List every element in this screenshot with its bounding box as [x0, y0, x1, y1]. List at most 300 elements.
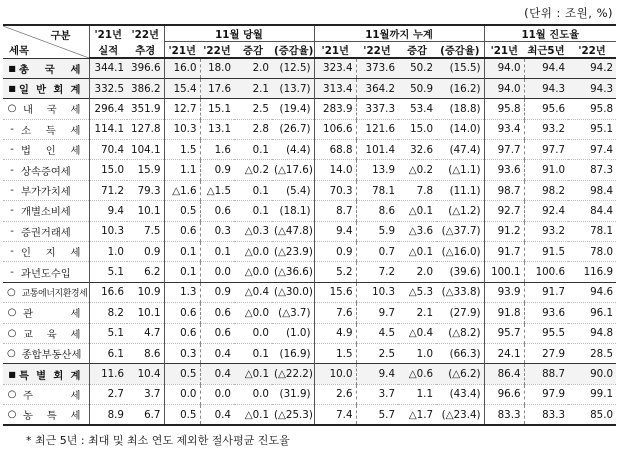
row-label-cell — [3, 180, 89, 200]
corner-header-cell — [3, 25, 89, 58]
cell-month-22: △1.5 — [200, 180, 234, 200]
row-name: 주 세 — [23, 389, 81, 402]
cell-month-rate: (△17.6) — [272, 160, 314, 180]
row-marker-icon: - — [10, 123, 14, 135]
row-name: 소 득 세 — [21, 124, 81, 137]
cell-cum-rate: (47.4) — [436, 140, 484, 160]
table-row — [3, 78, 616, 98]
cell-cum-21: 5.2 — [314, 262, 356, 282]
cell-cum-22: 5.7 — [356, 405, 398, 425]
cell-cum-22: 121.6 — [356, 119, 398, 139]
cell-month-21: 15.4 — [164, 78, 200, 98]
cell-prog-22: 85.0 — [568, 405, 616, 425]
row-name: 일 반 회 계 — [19, 84, 81, 97]
header-month-rate-text: 증감율 — [278, 45, 309, 57]
cell-prog-21: 24.1 — [484, 343, 524, 363]
cell-cum-21: 106.6 — [314, 119, 356, 139]
cell-month-rate: (16.9) — [272, 343, 314, 363]
row-label — [5, 407, 87, 422]
row-label-cell — [3, 160, 89, 180]
row-label-cell — [3, 262, 89, 282]
cell-cum-rate: (43.4) — [436, 384, 484, 404]
cell-prog-21: 91.8 — [484, 303, 524, 323]
cell-month-rate: (△36.6) — [272, 262, 314, 282]
table-row — [3, 242, 616, 262]
cell-month-22: 0.6 — [200, 323, 234, 343]
cell-prog-22: 95.8 — [568, 99, 616, 119]
cell-22-supp: 6.2 — [127, 262, 164, 282]
cell-month-21: 0.6 — [164, 303, 200, 323]
cell-month-rate: (26.7) — [272, 119, 314, 139]
cell-month-22: 0.4 — [200, 405, 234, 425]
cell-22-supp: 15.9 — [127, 160, 164, 180]
row-name: 특 별 회 계 — [19, 369, 81, 382]
cell-22-supp: 10.9 — [127, 282, 164, 302]
table-row — [3, 364, 616, 384]
table-row — [3, 160, 616, 180]
row-label — [5, 367, 87, 382]
corner-header-top: 구분 — [50, 30, 71, 42]
cell-21-actual: 1.0 — [89, 242, 127, 262]
cell-month-21: 0.1 — [164, 262, 200, 282]
cell-21-actual: 11.6 — [89, 364, 127, 384]
row-label-cell — [3, 384, 89, 404]
row-name: 교 육 세 — [23, 328, 81, 341]
row-marker-icon: ○ — [7, 103, 17, 115]
cell-prog-22: 78.1 — [568, 221, 616, 241]
cell-cum-22: 5.9 — [356, 221, 398, 241]
cell-prog-22: 98.4 — [568, 180, 616, 200]
cell-21-actual: 5.1 — [89, 262, 127, 282]
cell-prog-22: 96.1 — [568, 303, 616, 323]
cell-month-rate: (31.9) — [272, 384, 314, 404]
cell-21-actual: 8.9 — [89, 405, 127, 425]
cell-prog-recent5: 27.9 — [524, 343, 568, 363]
row-label — [5, 142, 87, 157]
cell-cum-22: 13.9 — [356, 160, 398, 180]
table-row — [3, 405, 616, 425]
row-name: 농 특 세 — [23, 410, 81, 423]
row-marker-icon: - — [10, 185, 14, 197]
cell-cum-rate: (14.0) — [436, 119, 484, 139]
header-cum-rate-text: 증감율 — [444, 45, 475, 57]
cell-month-22: 0.4 — [200, 364, 234, 384]
table-row — [3, 262, 616, 282]
cell-cum-21: 313.4 — [314, 78, 356, 98]
row-label — [5, 163, 87, 178]
row-name: 인 지 세 — [21, 247, 81, 260]
cell-month-22: 0.3 — [200, 221, 234, 241]
cell-month-diff: △0.0 — [234, 303, 272, 323]
cell-cum-diff: △0.4 — [398, 323, 436, 343]
table-row — [3, 384, 616, 404]
row-name: 총 국 세 — [19, 63, 81, 76]
row-label — [5, 122, 87, 137]
row-label-cell — [3, 343, 89, 363]
row-label-cell — [3, 303, 89, 323]
cell-prog-recent5: 95.5 — [524, 323, 568, 343]
cell-cum-21: 9.4 — [314, 221, 356, 241]
cell-month-diff: 0.0 — [234, 323, 272, 343]
cell-21-actual: 5.1 — [89, 323, 127, 343]
cell-month-22: 1.6 — [200, 140, 234, 160]
cell-month-21: 0.6 — [164, 323, 200, 343]
cell-month-diff: 2.8 — [234, 119, 272, 139]
cell-cum-21: 4.9 — [314, 323, 356, 343]
cell-month-rate: (△47.8) — [272, 221, 314, 241]
cell-month-diff: 2.5 — [234, 99, 272, 119]
cell-month-diff: △0.0 — [234, 242, 272, 262]
table-row — [3, 58, 616, 78]
cell-month-22: 0.0 — [200, 262, 234, 282]
cell-prog-21: 96.6 — [484, 384, 524, 404]
row-label — [5, 244, 87, 259]
header-21-sub: 실적 — [89, 42, 127, 59]
cell-prog-22: 94.2 — [568, 58, 616, 78]
header-group-progress: 11월 진도율 — [484, 25, 616, 42]
row-marker-icon: ○ — [7, 348, 16, 360]
cell-prog-21: 91.2 — [484, 221, 524, 241]
cell-cum-rate: (△23.4) — [436, 405, 484, 425]
row-name: 부가가치세 — [21, 186, 71, 199]
row-marker-icon: ■ — [8, 84, 16, 94]
cell-cum-21: 283.9 — [314, 99, 356, 119]
cell-cum-rate: (39.6) — [436, 262, 484, 282]
cell-month-22: 0.6 — [200, 303, 234, 323]
cell-month-rate: (13.7) — [272, 78, 314, 98]
row-marker-icon: - — [10, 144, 14, 156]
cell-month-22: 0.0 — [200, 384, 234, 404]
cell-prog-21: 95.8 — [484, 99, 524, 119]
cell-prog-recent5: 92.4 — [524, 201, 568, 221]
cell-cum-21: 0.9 — [314, 242, 356, 262]
cell-21-actual: 70.4 — [89, 140, 127, 160]
cell-22-supp: 10.1 — [127, 201, 164, 221]
cell-22-supp: 4.7 — [127, 323, 164, 343]
header-row-sub — [3, 42, 616, 59]
row-marker-icon: - — [10, 225, 14, 237]
cell-cum-22: 0.7 — [356, 242, 398, 262]
cell-prog-21: 100.1 — [484, 262, 524, 282]
cell-prog-22: 94.8 — [568, 323, 616, 343]
table-row — [3, 140, 616, 160]
cell-21-actual: 15.0 — [89, 160, 127, 180]
cell-cum-diff: △1.7 — [398, 405, 436, 425]
row-label — [5, 101, 87, 116]
cell-prog-recent5: 93.2 — [524, 221, 568, 241]
cell-prog-21: 95.7 — [484, 323, 524, 343]
cell-cum-22: 10.3 — [356, 282, 398, 302]
cell-cum-rate: (66.3) — [436, 343, 484, 363]
header-month-22: '22년 — [200, 42, 234, 59]
cell-prog-21: 94.0 — [484, 58, 524, 78]
cell-cum-diff: 15.0 — [398, 119, 436, 139]
cell-month-diff: △0.0 — [234, 262, 272, 282]
cell-prog-22: 78.0 — [568, 242, 616, 262]
row-label — [5, 203, 87, 218]
cell-month-21: △1.6 — [164, 180, 200, 200]
cell-prog-22: 116.9 — [568, 262, 616, 282]
table-row — [3, 119, 616, 139]
header-row-group — [3, 25, 616, 42]
cell-cum-21: 15.6 — [314, 282, 356, 302]
row-label-cell — [3, 99, 89, 119]
cell-month-22: 18.0 — [200, 58, 234, 78]
row-label-cell — [3, 78, 89, 98]
cell-cum-22: 4.5 — [356, 323, 398, 343]
cell-22-supp: 0.9 — [127, 242, 164, 262]
cell-prog-21: 98.7 — [484, 180, 524, 200]
row-name: 내 국 세 — [23, 104, 81, 117]
table-body — [3, 58, 616, 425]
cell-month-diff: 2.0 — [234, 58, 272, 78]
cell-month-diff: △0.1 — [234, 405, 272, 425]
cell-prog-recent5: 94.3 — [524, 78, 568, 98]
cell-cum-22: 3.7 — [356, 384, 398, 404]
row-marker-icon: ○ — [7, 307, 17, 319]
cell-prog-22: 90.0 — [568, 364, 616, 384]
cell-21-actual: 10.3 — [89, 221, 127, 241]
cell-prog-21: 83.3 — [484, 405, 524, 425]
cell-month-rate: (4.4) — [272, 140, 314, 160]
cell-month-22: 15.1 — [200, 99, 234, 119]
row-label-cell — [3, 405, 89, 425]
cell-month-21: 0.3 — [164, 343, 200, 363]
cell-21-actual: 2.7 — [89, 384, 127, 404]
cell-cum-22: 9.4 — [356, 364, 398, 384]
cell-22-supp: 104.1 — [127, 140, 164, 160]
cell-22-supp: 10.4 — [127, 364, 164, 384]
cell-cum-diff: 2.1 — [398, 303, 436, 323]
cell-21-actual: 332.5 — [89, 78, 127, 98]
header-cum-rate: (증감율) — [436, 42, 484, 59]
cell-prog-recent5: 97.9 — [524, 384, 568, 404]
cell-month-diff: 2.1 — [234, 78, 272, 98]
cell-month-rate: (△3.7) — [272, 303, 314, 323]
row-name: 증권거래세 — [21, 226, 71, 239]
row-label — [5, 183, 87, 198]
row-label — [5, 286, 87, 299]
cell-month-21: 0.5 — [164, 201, 200, 221]
cell-cum-diff: △0.2 — [398, 160, 436, 180]
row-name: 상속증여세 — [21, 165, 71, 178]
cell-22-supp: 6.7 — [127, 405, 164, 425]
cell-cum-rate: (△37.7) — [436, 221, 484, 241]
row-marker-icon: - — [10, 164, 14, 176]
cell-21-actual: 16.6 — [89, 282, 127, 302]
cell-cum-diff: 53.4 — [398, 99, 436, 119]
row-marker-icon: - — [10, 246, 14, 258]
row-marker-icon: ○ — [7, 286, 16, 298]
row-label — [5, 326, 87, 341]
row-label — [5, 265, 87, 280]
row-label — [5, 224, 87, 239]
header-month-21: '21년 — [164, 42, 200, 59]
cell-prog-recent5: 91.0 — [524, 160, 568, 180]
row-marker-icon: ○ — [7, 409, 17, 421]
cell-month-rate: (△25.3) — [272, 405, 314, 425]
header-cum-21: '21년 — [314, 42, 356, 59]
cell-cum-21: 10.0 — [314, 364, 356, 384]
cell-prog-21: 86.4 — [484, 364, 524, 384]
cell-month-rate: (1.0) — [272, 323, 314, 343]
cell-cum-21: 14.0 — [314, 160, 356, 180]
cell-cum-22: 9.7 — [356, 303, 398, 323]
cell-cum-22: 8.6 — [356, 201, 398, 221]
header-21: '21년 — [89, 25, 127, 42]
cell-month-diff: 0.1 — [234, 140, 272, 160]
cell-prog-recent5: 95.6 — [524, 99, 568, 119]
row-name: 종합부동산세 — [21, 349, 82, 362]
row-label-cell — [3, 242, 89, 262]
cell-21-actual: 344.1 — [89, 58, 127, 78]
cell-month-22: 17.6 — [200, 78, 234, 98]
cell-month-22: 0.1 — [200, 242, 234, 262]
cell-prog-recent5: 94.4 — [524, 58, 568, 78]
cell-22-supp: 79.3 — [127, 180, 164, 200]
row-marker-icon: - — [10, 266, 14, 278]
cell-prog-21: 94.0 — [484, 78, 524, 98]
cell-prog-22: 99.1 — [568, 384, 616, 404]
cell-22-supp: 127.8 — [127, 119, 164, 139]
cell-month-diff: 0.1 — [234, 180, 272, 200]
cell-month-diff: △0.1 — [234, 364, 272, 384]
cell-cum-diff: 50.9 — [398, 78, 436, 98]
row-label-cell — [3, 201, 89, 221]
cell-month-rate: (△23.9) — [272, 242, 314, 262]
row-marker-icon: ■ — [8, 369, 16, 379]
cell-cum-21: 8.7 — [314, 201, 356, 221]
cell-month-22: 0.6 — [200, 201, 234, 221]
cell-21-actual: 114.1 — [89, 119, 127, 139]
footnote: * 최근 5년 : 최대 및 최소 연도 제외한 절사평균 진도율 — [26, 434, 290, 447]
cell-cum-rate: (△16.0) — [436, 242, 484, 262]
cell-cum-21: 323.4 — [314, 58, 356, 78]
cell-month-diff: 0.0 — [234, 384, 272, 404]
cell-cum-21: 7.6 — [314, 303, 356, 323]
cell-prog-recent5: 91.7 — [524, 282, 568, 302]
row-label-cell — [3, 58, 89, 78]
cell-22-supp: 396.6 — [127, 58, 164, 78]
cell-cum-22: 364.2 — [356, 78, 398, 98]
tax-revenue-table — [3, 24, 616, 426]
cell-cum-rate: (△8.2) — [436, 323, 484, 343]
cell-prog-22: 94.6 — [568, 282, 616, 302]
cell-cum-diff: △0.1 — [398, 201, 436, 221]
cell-prog-recent5: 93.2 — [524, 119, 568, 139]
row-label — [5, 387, 87, 402]
row-label-cell — [3, 140, 89, 160]
cell-cum-rate: (△33.8) — [436, 282, 484, 302]
row-label — [5, 305, 87, 320]
row-name: 과년도수입 — [21, 267, 71, 280]
header-22-sub: 추경 — [127, 42, 164, 59]
cell-prog-22: 95.1 — [568, 119, 616, 139]
cell-cum-21: 70.3 — [314, 180, 356, 200]
cell-cum-diff: △3.6 — [398, 221, 436, 241]
cell-cum-22: 373.6 — [356, 58, 398, 78]
row-label — [5, 346, 87, 361]
cell-month-21: 16.0 — [164, 58, 200, 78]
cell-prog-21: 91.7 — [484, 242, 524, 262]
cell-cum-rate: (11.1) — [436, 180, 484, 200]
cell-cum-diff: 7.8 — [398, 180, 436, 200]
row-label-cell — [3, 364, 89, 384]
cell-cum-diff: 1.0 — [398, 343, 436, 363]
row-name: 개별소비세 — [21, 206, 71, 219]
cell-prog-21: 93.6 — [484, 160, 524, 180]
header-22: '22년 — [127, 25, 164, 42]
cell-cum-21: 68.8 — [314, 140, 356, 160]
table-row — [3, 99, 616, 119]
cell-month-21: 0.1 — [164, 242, 200, 262]
table-row — [3, 282, 616, 302]
row-name: 관 세 — [23, 308, 81, 321]
cell-month-diff: △0.3 — [234, 221, 272, 241]
table-row — [3, 201, 616, 221]
cell-prog-22: 87.3 — [568, 160, 616, 180]
cell-prog-recent5: 97.7 — [524, 140, 568, 160]
cell-prog-21: 93.9 — [484, 282, 524, 302]
cell-month-21: 1.1 — [164, 160, 200, 180]
row-marker-icon: ○ — [7, 388, 17, 400]
cell-month-diff: △0.4 — [234, 282, 272, 302]
cell-month-rate: (19.4) — [272, 99, 314, 119]
cell-month-diff: △0.2 — [234, 160, 272, 180]
row-label-cell — [3, 221, 89, 241]
row-name: 법 인 세 — [21, 145, 81, 158]
header-group-cumulative: 11월까지 누계 — [314, 25, 484, 42]
cell-22-supp: 8.6 — [127, 343, 164, 363]
cell-cum-rate: (15.5) — [436, 58, 484, 78]
header-month-diff: 증감 — [234, 42, 272, 59]
header-group-month: 11월 당월 — [164, 25, 314, 42]
header-cum-diff: 증감 — [398, 42, 436, 59]
cell-cum-rate: (16.2) — [436, 78, 484, 98]
cell-prog-21: 97.7 — [484, 140, 524, 160]
cell-month-rate: (△30.0) — [272, 282, 314, 302]
cell-prog-21: 93.4 — [484, 119, 524, 139]
cell-22-supp: 386.2 — [127, 78, 164, 98]
table-row — [3, 323, 616, 343]
row-label — [5, 81, 87, 96]
corner-header-bottom: 세목 — [9, 44, 29, 57]
row-name: 교통에너지환경세 — [21, 288, 88, 299]
row-marker-icon: ■ — [8, 63, 16, 73]
cell-cum-22: 337.3 — [356, 99, 398, 119]
cell-month-22: 0.4 — [200, 343, 234, 363]
table-row — [3, 303, 616, 323]
cell-cum-diff: △5.3 — [398, 282, 436, 302]
cell-month-22: 0.9 — [200, 160, 234, 180]
cell-cum-diff: △0.6 — [398, 364, 436, 384]
cell-month-21: 0.6 — [164, 221, 200, 241]
cell-cum-21: 2.6 — [314, 384, 356, 404]
cell-21-actual: 9.4 — [89, 201, 127, 221]
cell-21-actual: 71.2 — [89, 180, 127, 200]
row-marker-icon: - — [10, 205, 14, 217]
cell-prog-recent5: 88.7 — [524, 364, 568, 384]
cell-cum-rate: (△1.2) — [436, 201, 484, 221]
cell-cum-rate: (△1.1) — [436, 160, 484, 180]
cell-month-21: 0.5 — [164, 364, 200, 384]
cell-22-supp: 7.5 — [127, 221, 164, 241]
cell-cum-diff: 32.6 — [398, 140, 436, 160]
cell-cum-diff: △0.1 — [398, 242, 436, 262]
cell-month-rate: (12.5) — [272, 58, 314, 78]
cell-22-supp: 351.9 — [127, 99, 164, 119]
table-row — [3, 221, 616, 241]
